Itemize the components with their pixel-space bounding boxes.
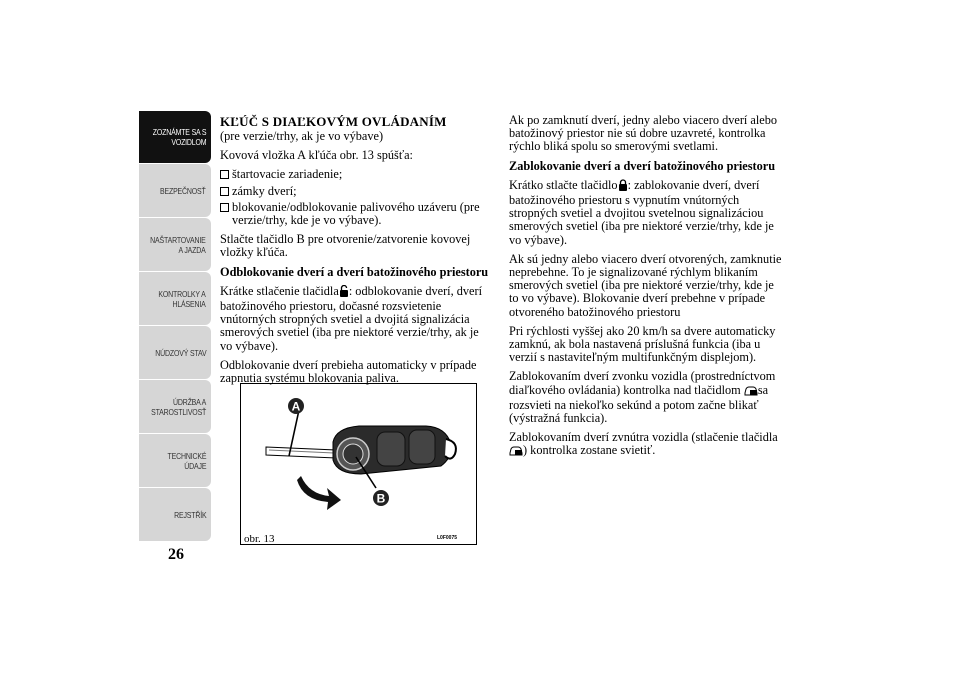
inside-lock-paragraph xyxy=(509,431,784,459)
tab-kontrolky-a-hlasenia[interactable] xyxy=(139,272,211,325)
tab-udrzba-a-starostlivost[interactable] xyxy=(139,380,211,433)
checkbox-bullet-icon xyxy=(220,203,229,212)
tab-zoznamte-sa-s-vozidlom[interactable] xyxy=(139,111,211,163)
doors-open-paragraph: Ak sú jedny alebo viacero dverí otvorených, zamknutie neprebehne. To je signalizované rýchlym blikaním smerových svetiel (iba pre niektoré verzie/trhy, kde je to vo výbave). Blokovanie dverí prebehne v prípade otvoreného batožinového priestoru xyxy=(509,251,782,319)
list-item-text: blokovanie/odblokovanie palivového uzáveru (pre verzie/trhy, kde je vo výbave). xyxy=(232,199,480,228)
figure-caption: obr. 13 xyxy=(244,533,275,545)
chapter-sidebar xyxy=(139,111,211,542)
warning-paragraph: Ak po zamknutí dverí, jedny alebo viacero dverí alebo batožinový priestor nie sú dobre uzavreté, kontrolka rýchlo bliká spolu so smerovými svetlami. xyxy=(509,113,778,154)
tab-nastartovanie-a-jazda[interactable] xyxy=(139,218,211,271)
lock-text-pre: Krátko stlačte tlačidlo xyxy=(509,177,618,192)
list-item xyxy=(220,168,490,181)
list-item xyxy=(220,201,490,227)
key-illustration xyxy=(241,384,476,544)
tab-label: TECHNICKÉ ÚDAJE xyxy=(167,450,206,471)
unlock-text-pre: Krátke stlačenie tlačidla xyxy=(220,283,339,298)
auto-unlock-paragraph: Odblokovanie dverí prebieha automaticky v prípade zapnutia systému blokovania paliva. xyxy=(220,357,477,386)
inside-text-pre: Zablokovaním dverí zvnútra vozidla (stlačenie tlačidla xyxy=(509,430,778,445)
list-item-text: štartovacie zariadenie; xyxy=(232,167,343,182)
tab-rejstrik[interactable] xyxy=(139,488,211,541)
checkbox-bullet-icon xyxy=(220,170,229,179)
page-number: 26 xyxy=(168,546,184,563)
section-title: KĽÚČ S DIAĽKOVÝM OVLÁDANÍM xyxy=(220,114,447,129)
unlock-text-post: : odblokovanie dverí, dverí batožinového priestoru, dočasné rozsvietenie vnútorných stropných svetiel a dvojitá signalizácia smerových svetiel (iba pre niektoré verzie/trhy, ak je vo výbave). xyxy=(220,283,482,353)
speed-lock-paragraph: Pri rýchlosti vyššej ako 20 km/h sa dvere automaticky zamknú, ak bola nastavená príslušná funkcia (iba u verzií s nastaviteľným multifunkčným displejom). xyxy=(509,323,776,365)
inside-text-post: ) kontrolka zostane svietiť. xyxy=(523,443,656,458)
unlock-heading: Odblokovanie dverí a dverí batožinového priestoru xyxy=(220,264,489,279)
tab-label: KONTROLKY A HLÁSENIA xyxy=(158,288,206,309)
unlock-padlock-icon xyxy=(339,285,349,300)
outside-text-pre: Zablokovaním dverí zvonku vozidla (prostredníctvom diaľkového ovládania) kontrolka nad tlačidlom xyxy=(509,369,776,397)
right-column xyxy=(509,114,784,466)
tab-label: ÚDRŽBA A STAROSTLIVOSŤ xyxy=(150,396,206,417)
rotation-arrow-icon xyxy=(297,476,341,510)
key-figure xyxy=(240,383,477,545)
tab-technicke-udaje[interactable] xyxy=(139,434,211,487)
lock-paragraph xyxy=(509,179,784,247)
left-column xyxy=(220,114,490,391)
section-subtitle: (pre verzie/trhy, ak je vo výbave) xyxy=(220,129,384,143)
unlock-paragraph xyxy=(220,285,490,353)
tab-label: NAŠTARTOVANIE A JAZDA xyxy=(150,234,206,255)
outside-lock-paragraph xyxy=(509,370,784,425)
list-item-text: zámky dverí; xyxy=(232,183,297,198)
button-b-paragraph: Stlačte tlačidlo B pre otvorenie/zatvorenie kovovej vložky kľúča. xyxy=(220,232,471,260)
checkbox-bullet-icon xyxy=(220,187,229,196)
outside-text-post: sa rozsvieti na niekoľko sekúnd a potom začne blikať (výstražná funkcia). xyxy=(509,382,769,426)
label-b: B xyxy=(376,491,386,506)
lock-padlock-icon xyxy=(618,179,628,194)
car-lock-icon xyxy=(509,445,523,459)
tab-bezpecnost[interactable] xyxy=(139,164,211,217)
intro-paragraph: Kovová vložka A kľúča obr. 13 spúšťa: xyxy=(220,148,413,163)
tab-label: REJSTŘÍK xyxy=(173,509,206,520)
lock-heading: Zablokovanie dverí a dverí batožinového priestoru xyxy=(509,158,776,173)
tab-label: NÚDZOVÝ STAV xyxy=(154,347,206,358)
car-lock-icon xyxy=(744,385,758,399)
lock-text-post: : zablokovanie dverí, dverí batožinového priestoru s vypnutím vnútorných stropných svetiel a dvojitou svetelnou signalizáciou smerových svetiel (iba pre niektoré verzie/trhy, kde je vo výbave). xyxy=(509,177,774,247)
figure-code: L0F0075 xyxy=(437,535,458,541)
tab-label: ZOZNÁMTE SA S VOZIDLOM xyxy=(152,127,206,147)
tab-nudzovy-stav[interactable] xyxy=(139,326,211,379)
list-item xyxy=(220,185,490,198)
label-a: A xyxy=(291,399,301,414)
tab-label: BEZPEČNOSŤ xyxy=(160,185,206,196)
